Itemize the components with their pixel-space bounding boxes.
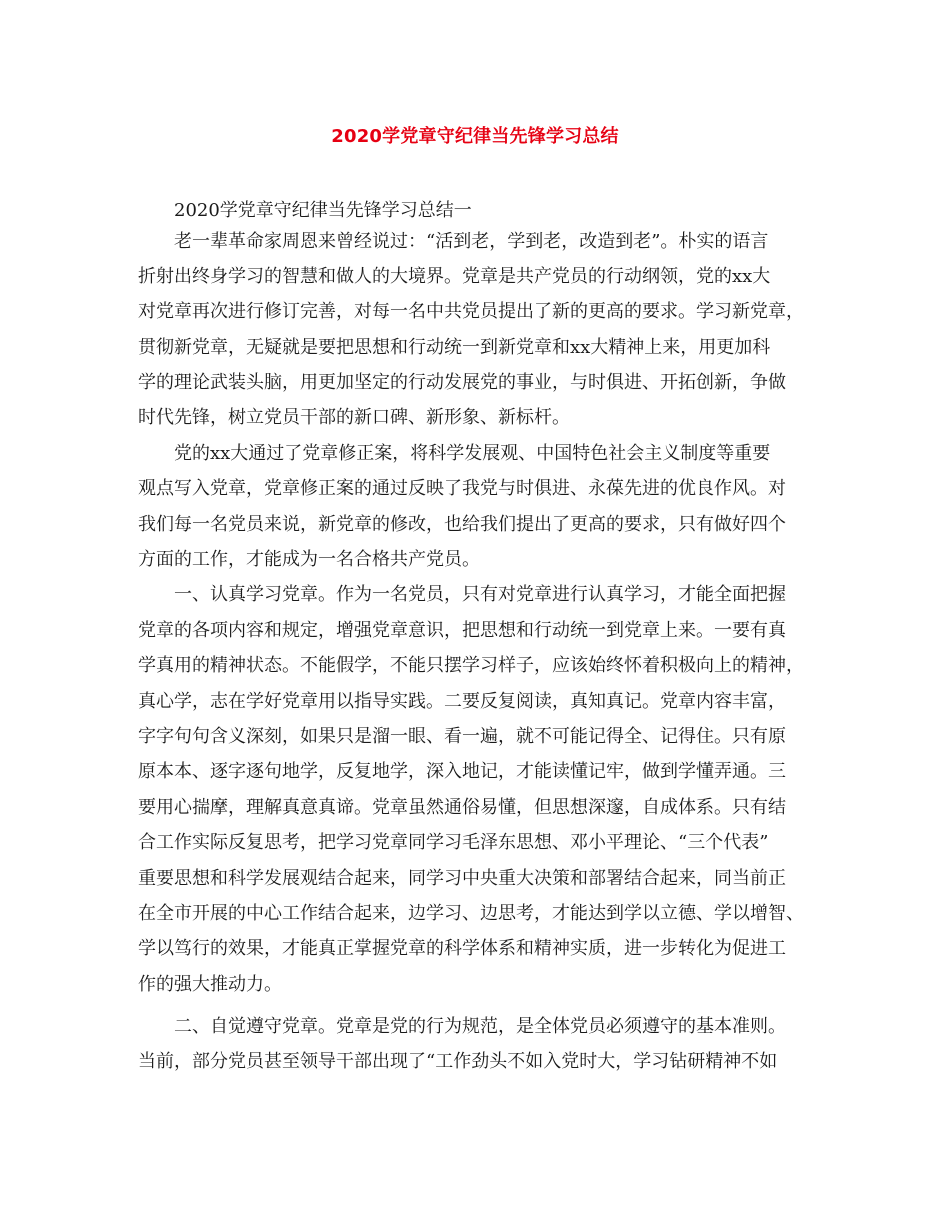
paragraph-line: 时代先锋，树立党员干部的新口碑、新形象、新标杆。 [138, 407, 570, 428]
paragraph-line: 在全市开展的中心工作结合起来，边学习、边思考，才能达到学以立德、学以增智、 [138, 903, 804, 924]
paragraph-line: 真心学，志在学好党章用以指导实践。二要反复阅读，真知真记。党章内容丰富， [138, 691, 786, 712]
paragraph-line: 当前，部分党员甚至领导干部出现了“工作劲头不如入党时大，学习钻研精神不如 [138, 1051, 778, 1072]
paragraph-line: 折射出终身学习的智慧和做人的大境界。党章是共产党员的行动纲领，党的xx大 [138, 266, 771, 287]
paragraph-line: 我们每一名党员来说，新党章的修改，也给我们提出了更高的要求，只有做好四个 [138, 514, 786, 535]
paragraph-line: 方面的工作，才能成为一名合格共产党员。 [138, 549, 480, 570]
paragraph-line: 党章的各项内容和规定，增强党章意识，把思想和行动统一到党章上来。一要有真 [138, 620, 786, 641]
paragraph-line: 作的强大推动力。 [138, 974, 282, 995]
paragraph-line: 学以笃行的效果，才能真正掌握党章的科学体系和精神实质，进一步转化为促进工 [138, 938, 786, 959]
paragraph-line: 字字句句含义深刻，如果只是溜一眼、看一遍，就不可能记得全、记得住。只有原 [138, 726, 786, 747]
paragraph-line: 对党章再次进行修订完善，对每一名中共党员提出了新的更高的要求。学习新党章， [138, 301, 804, 322]
paragraph-line: 学的理论武装头脑，用更加坚定的行动发展党的事业，与时俱进、开拓创新，争做 [138, 372, 786, 393]
paragraph-line: 合工作实际反复思考，把学习党章同学习毛泽东思想、邓小平理论、“三个代表” [138, 832, 769, 853]
paragraph-line: 二、自觉遵守党章。党章是党的行为规范，是全体党员必须遵守的基本准则。 [174, 1016, 786, 1037]
paragraph-line: 一、认真学习党章。作为一名党员，只有对党章进行认真学习，才能全面把握 [174, 584, 786, 605]
paragraph-line: 观点写入党章，党章修正案的通过反映了我党与时俱进、永葆先进的优良作风。对 [138, 478, 786, 499]
paragraph-line: 老一辈革命家周恩来曾经说过：“活到老，学到老，改造到老”。朴实的语言 [174, 231, 769, 252]
paragraph-line: 党的xx大通过了党章修正案，将科学发展观、中国特色社会主义制度等重要 [174, 443, 771, 464]
subtitle-line: 2020学党章守纪律当先锋学习总结一 [174, 200, 472, 221]
document-title: 2020学党章守纪律当先锋学习总结 [331, 126, 619, 147]
paragraph-line: 学真用的精神状态。不能假学，不能只摆学习样子，应该始终怀着积极向上的精神， [138, 655, 804, 676]
paragraph-line: 原本本、逐字逐句地学，反复地学，深入地记，才能读懂记牢，做到学懂弄通。三 [138, 761, 786, 782]
paragraph-line: 贯彻新党章，无疑就是要把思想和行动统一到新党章和xx大精神上来，用更加科 [138, 337, 771, 358]
paragraph-line: 重要思想和科学发展观结合起来，同学习中央重大决策和部署结合起来，同当前正 [138, 868, 786, 889]
paragraph-line: 要用心揣摩，理解真意真谛。党章虽然通俗易懂，但思想深邃，自成体系。只有结 [138, 797, 786, 818]
